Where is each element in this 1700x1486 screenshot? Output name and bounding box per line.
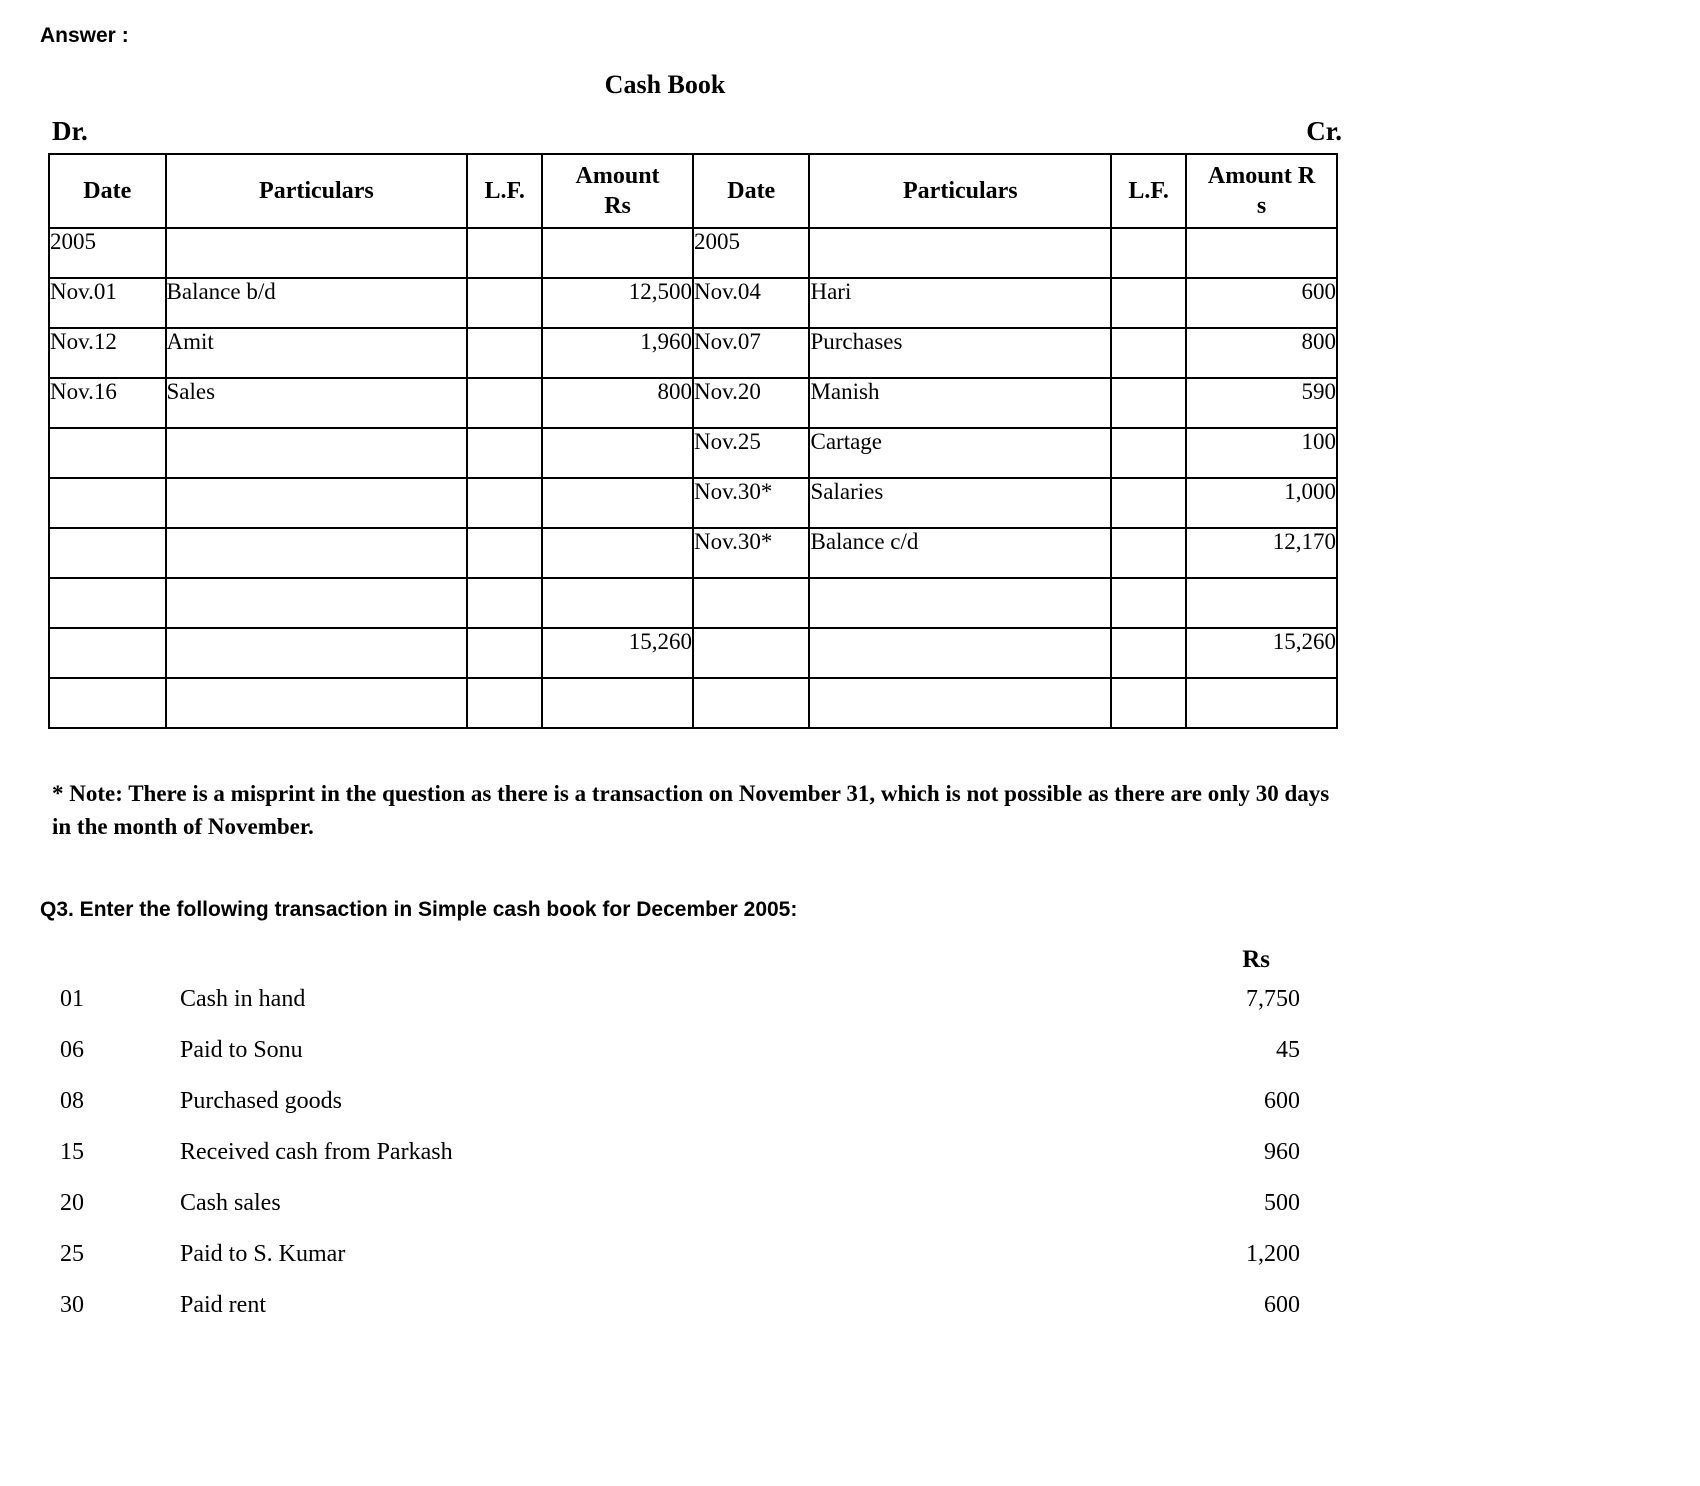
dr-particulars: Balance b/d <box>166 278 468 328</box>
txn-desc: Received cash from Parkash <box>180 1138 453 1165</box>
spacer-cr-date <box>693 578 810 628</box>
cr-particulars: Purchases <box>809 328 1111 378</box>
dr-empty-particulars <box>166 428 468 478</box>
header-date-cr: Date <box>693 154 810 228</box>
cr-amount: 600 <box>1186 278 1337 328</box>
txn-day: 15 <box>60 1138 84 1165</box>
answer-label: Answer : <box>40 24 129 47</box>
list-item <box>60 974 1300 1025</box>
table-row-totals <box>49 628 1337 678</box>
cr-amount: 590 <box>1186 378 1337 428</box>
header-amount-dr <box>542 154 693 228</box>
dr-date: Nov.01 <box>49 278 166 328</box>
txn-day: 25 <box>60 1240 84 1267</box>
total-dr-lf <box>467 628 542 678</box>
header-amount-cr <box>1186 154 1337 228</box>
txn-desc: Paid rent <box>180 1291 266 1318</box>
credit-label: Cr. <box>1306 116 1342 146</box>
cr-amount: 100 <box>1186 428 1337 478</box>
txn-amount: 1,200 <box>1246 1240 1300 1267</box>
dr-empty-date <box>49 478 166 528</box>
dr-empty-amount <box>542 428 693 478</box>
txn-day: 01 <box>60 985 84 1012</box>
cr-date: Nov.30* <box>693 528 810 578</box>
table-row-year <box>49 228 1337 278</box>
dr-lf <box>467 378 542 428</box>
txn-amount: 960 <box>1264 1138 1300 1165</box>
debit-label: Dr. <box>52 116 88 146</box>
header-amount-cr-line1: Amount R <box>1207 163 1316 189</box>
dr-particulars: Amit <box>166 328 468 378</box>
year-dr: 2005 <box>49 228 166 278</box>
spacer-cr-particulars <box>809 578 1111 628</box>
txn-amount: 7,750 <box>1246 985 1300 1012</box>
txn-amount: 500 <box>1264 1189 1300 1216</box>
cr-particulars: Hari <box>809 278 1111 328</box>
spacer-dr-amount <box>542 578 693 628</box>
header-particulars-cr: Particulars <box>809 154 1111 228</box>
cash-book-title: Cash Book <box>604 70 726 99</box>
header-lf-cr: L.F. <box>1111 154 1186 228</box>
table-row-footer <box>49 678 1337 728</box>
txn-day: 30 <box>60 1291 84 1318</box>
spacer-cr-lf <box>1111 578 1186 628</box>
cr-particulars: Manish <box>809 378 1111 428</box>
dr-empty-amount <box>542 478 693 528</box>
blank-amount-dr <box>542 228 693 278</box>
dr-empty-particulars <box>166 528 468 578</box>
dr-empty-date <box>49 528 166 578</box>
blank-particulars-dr <box>166 228 468 278</box>
blank-amount-cr <box>1186 228 1337 278</box>
dr-lf <box>467 278 542 328</box>
list-item <box>60 1178 1300 1229</box>
cr-date: Nov.07 <box>693 328 810 378</box>
cr-lf <box>1111 378 1186 428</box>
txn-amount: 45 <box>1276 1036 1300 1063</box>
total-cr-lf <box>1111 628 1186 678</box>
spacer-dr-particulars <box>166 578 468 628</box>
footer-dr-particulars <box>166 678 468 728</box>
cr-amount: 12,170 <box>1186 528 1337 578</box>
cr-amount: 800 <box>1186 328 1337 378</box>
spacer-dr-lf <box>467 578 542 628</box>
total-cr-date <box>693 628 810 678</box>
blank-lf-dr <box>467 228 542 278</box>
blank-particulars-cr <box>809 228 1111 278</box>
dr-empty-lf <box>467 428 542 478</box>
table-row <box>49 528 1337 578</box>
dr-empty-amount <box>542 528 693 578</box>
list-item <box>60 1025 1300 1076</box>
dr-empty-particulars <box>166 478 468 528</box>
txn-day: 06 <box>60 1036 84 1063</box>
dr-empty-lf <box>467 528 542 578</box>
txn-desc: Cash in hand <box>180 985 306 1012</box>
dr-particulars: Sales <box>166 378 468 428</box>
footer-dr-amount <box>542 678 693 728</box>
table-row <box>49 278 1337 328</box>
header-amount-dr-line2: Rs <box>604 193 631 219</box>
spacer-cr-amount <box>1186 578 1337 628</box>
q3-transactions-table <box>60 974 1300 1331</box>
header-lf-dr: L.F. <box>467 154 542 228</box>
cr-date: Nov.20 <box>693 378 810 428</box>
total-dr-date <box>49 628 166 678</box>
cr-lf <box>1111 428 1186 478</box>
header-particulars-dr: Particulars <box>166 154 468 228</box>
list-item <box>60 1076 1300 1127</box>
total-dr-particulars <box>166 628 468 678</box>
txn-desc: Purchased goods <box>180 1087 342 1114</box>
cr-lf <box>1111 478 1186 528</box>
dr-lf <box>467 328 542 378</box>
cr-lf <box>1111 278 1186 328</box>
header-date-dr: Date <box>49 154 166 228</box>
list-item <box>60 1127 1300 1178</box>
table-row <box>49 478 1337 528</box>
txn-desc: Cash sales <box>180 1189 281 1216</box>
cr-amount: 1,000 <box>1186 478 1337 528</box>
cr-lf <box>1111 528 1186 578</box>
table-header-row <box>49 154 1337 228</box>
footer-dr-lf <box>467 678 542 728</box>
cr-date: Nov.04 <box>693 278 810 328</box>
txn-day: 08 <box>60 1087 84 1114</box>
spacer-dr-date <box>49 578 166 628</box>
debit-credit-labels <box>52 116 1342 147</box>
cr-date: Nov.25 <box>693 428 810 478</box>
table-row <box>49 378 1337 428</box>
header-amount-cr-line2: s <box>1256 193 1267 219</box>
total-debit-amount: 15,260 <box>542 628 693 678</box>
total-credit-amount: 15,260 <box>1186 628 1337 678</box>
txn-desc: Paid to Sonu <box>180 1036 303 1063</box>
table-row <box>49 428 1337 478</box>
currency-header: Rs <box>1242 945 1270 973</box>
cr-date: Nov.30* <box>693 478 810 528</box>
table-row-spacer <box>49 578 1337 628</box>
total-cr-particulars <box>809 628 1111 678</box>
table-row <box>49 328 1337 378</box>
cr-particulars: Cartage <box>809 428 1111 478</box>
txn-amount: 600 <box>1264 1291 1300 1318</box>
list-item <box>60 1229 1300 1280</box>
txn-amount: 600 <box>1264 1087 1300 1114</box>
blank-lf-cr <box>1111 228 1186 278</box>
dr-empty-date <box>49 428 166 478</box>
txn-day: 20 <box>60 1189 84 1216</box>
dr-empty-lf <box>467 478 542 528</box>
dr-amount: 800 <box>542 378 693 428</box>
cr-particulars: Balance c/d <box>809 528 1111 578</box>
txn-desc: Paid to S. Kumar <box>180 1240 346 1267</box>
dr-date: Nov.16 <box>49 378 166 428</box>
header-amount-dr-line1: Amount <box>575 163 660 189</box>
footer-cr-lf <box>1111 678 1186 728</box>
cr-particulars: Salaries <box>809 478 1111 528</box>
misprint-note: * Note: There is a misprint in the question as there is a transaction on November 31, which is not possible as there are only 30 days in the month of November. <box>52 781 1330 840</box>
footer-cr-amount <box>1186 678 1337 728</box>
footer-cr-date <box>693 678 810 728</box>
cr-lf <box>1111 328 1186 378</box>
footer-dr-date <box>49 678 166 728</box>
year-cr: 2005 <box>693 228 810 278</box>
footer-cr-particulars <box>809 678 1111 728</box>
cash-book-table <box>48 153 1338 729</box>
list-item <box>60 1280 1300 1331</box>
dr-amount: 12,500 <box>542 278 693 328</box>
dr-date: Nov.12 <box>49 328 166 378</box>
q3-heading: Q3. Enter the following transaction in Simple cash book for December 2005: <box>40 897 798 921</box>
dr-amount: 1,960 <box>542 328 693 378</box>
document-page <box>0 24 1700 1331</box>
